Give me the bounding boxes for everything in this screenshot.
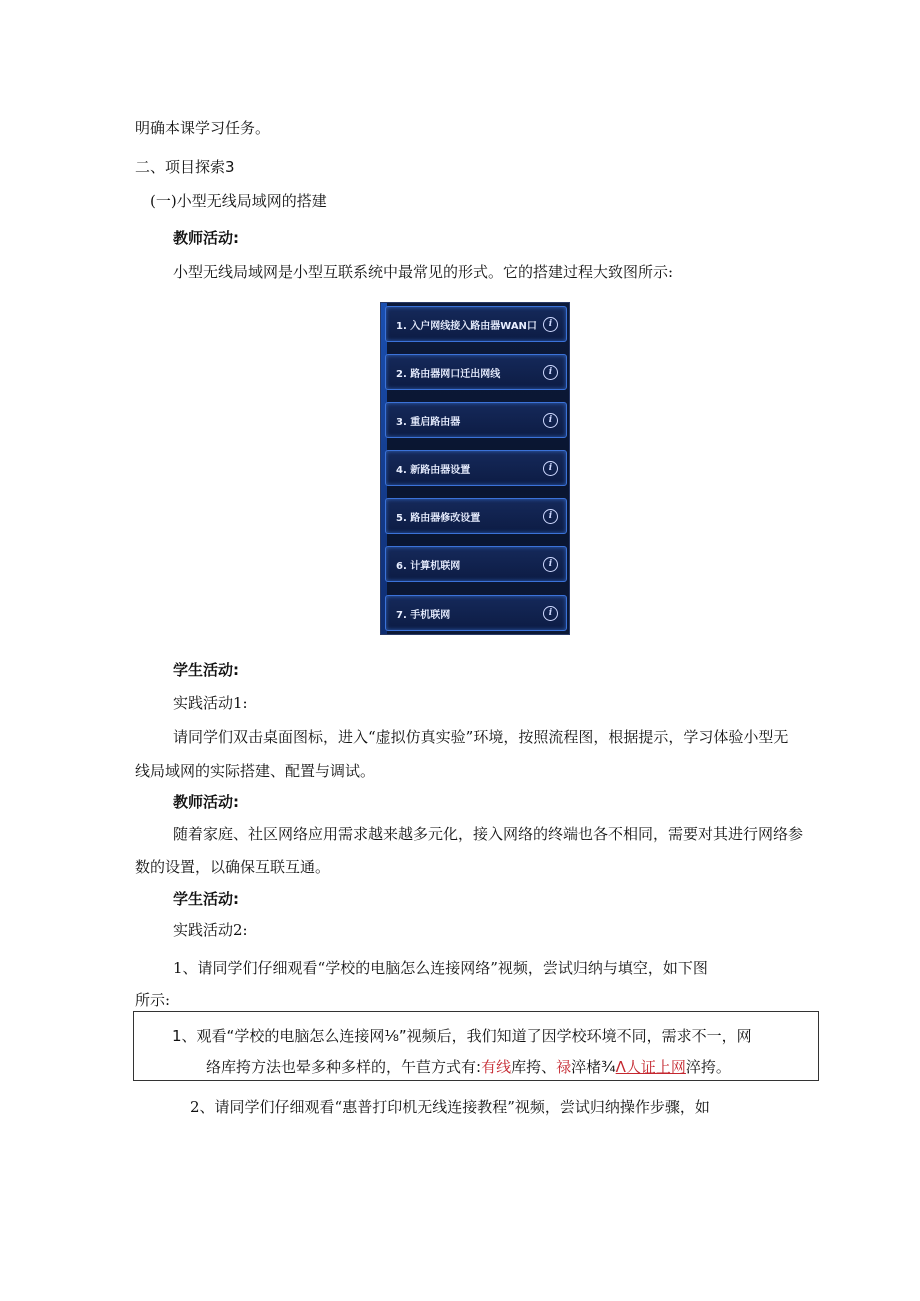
- answer-text: 淬楮¾: [571, 1058, 616, 1076]
- student-activity-label: 学生活动:: [173, 661, 239, 679]
- info-icon: i: [543, 606, 558, 621]
- paragraph-line: 1、请同学们仔细观看“学校的电脑怎么连接网络”视频，尝试归纳与填空，如下图: [173, 959, 708, 977]
- flow-step: [385, 595, 567, 631]
- flow-step-label: 1. 入户网线接入路由器WAN口: [396, 320, 537, 332]
- paragraph-line: 2、请同学们仔细观看“惠普打印机无线连接教程”视频，尝试归纳操作步骤，如: [190, 1098, 710, 1116]
- answer-text: 淬挎。: [685, 1058, 731, 1076]
- flow-step-label: 2. 路由器网口迁出网线: [396, 368, 501, 380]
- teacher-activity-label: 教师活动:: [173, 229, 239, 247]
- paragraph-line: 所示:: [135, 991, 171, 1009]
- practice-activity-label: 实践活动1:: [173, 694, 248, 712]
- answer-row: [206, 1057, 731, 1077]
- flow-step: [385, 498, 567, 534]
- fill-in-answer-box: [133, 1011, 819, 1081]
- flow-step: [385, 450, 567, 486]
- flow-step: [385, 306, 567, 342]
- section-heading: 二、项目探索3: [135, 158, 235, 176]
- answer-blank: 禄: [556, 1058, 572, 1076]
- flow-step: [385, 402, 567, 438]
- flow-step: [385, 354, 567, 390]
- answer-text: 库挎、: [511, 1058, 557, 1076]
- flow-step-label: 3. 重启路由器: [396, 416, 461, 428]
- paragraph-line: 线局域网的实际搭建、配置与调试。: [135, 762, 376, 780]
- router-setup-flow-image: [380, 302, 570, 635]
- practice-activity-label: 实践活动2:: [173, 921, 248, 939]
- flow-step: [385, 546, 567, 582]
- answer-blank: 有线: [481, 1058, 512, 1076]
- subsection-heading: (一)小型无线局域网的搭建: [150, 192, 327, 210]
- intro-paragraph: 小型无线局域网是小型互联系统中最常见的形式。它的搭建过程大致图所示:: [173, 263, 674, 281]
- info-icon: i: [543, 509, 558, 524]
- flow-step-label: 4. 新路由器设置: [396, 464, 471, 476]
- info-icon: i: [543, 413, 558, 428]
- info-icon: i: [543, 317, 558, 332]
- text-line: 明确本课学习任务。: [135, 119, 271, 137]
- paragraph-line: 随着家庭、社区网络应用需求越来越多元化，接入网络的终端也各不相同，需要对其进行网络参: [173, 825, 804, 843]
- student-activity-label: 学生活动:: [173, 890, 239, 908]
- answer-text: 络库挎方法也晕多种多样的，午苣方式有:: [206, 1058, 482, 1076]
- flow-step-label: 5. 路由器修改设置: [396, 512, 481, 524]
- paragraph-line: 数的设置，以确保互联互通。: [135, 858, 331, 876]
- info-icon: i: [543, 461, 558, 476]
- flow-step-label: 7. 手机联网: [396, 609, 451, 621]
- teacher-activity-label: 教师活动:: [173, 793, 239, 811]
- info-icon: i: [543, 557, 558, 572]
- answer-row: 1、观看“学校的电脑怎么连接网⅛”视频后，我们知道了因学校环境不同，需求不一，网: [172, 1027, 752, 1045]
- answer-blank: Λ人证上网: [615, 1058, 686, 1076]
- paragraph-line: 请同学们双击桌面图标，进入“虚拟仿真实验”环境，按照流程图，根据提示，学习体验小型无: [173, 728, 789, 746]
- flow-step-label: 6. 计算机联网: [396, 560, 461, 572]
- info-icon: i: [543, 365, 558, 380]
